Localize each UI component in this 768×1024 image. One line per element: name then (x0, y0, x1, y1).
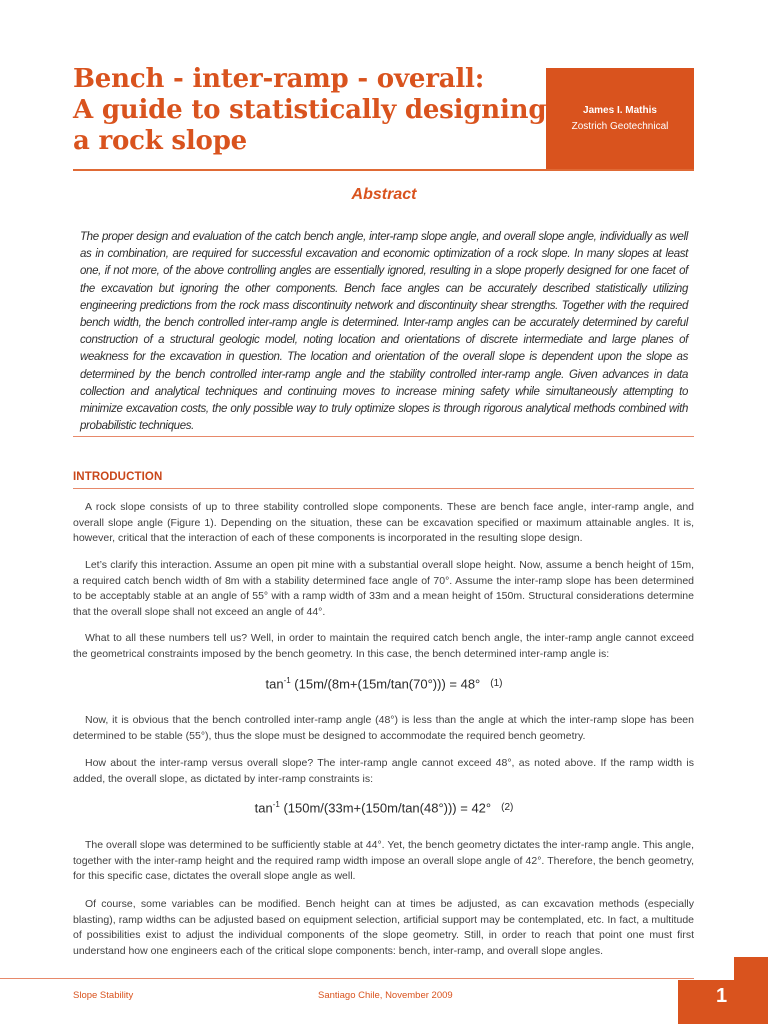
footer-location-date: Santiago Chile, November 2009 (318, 990, 453, 1001)
body-paragraph: How about the inter-ramp versus overall slope? The inter-ramp angle cannot exceed 48°, as noted above. If the ramp width is added, the overall slope, as dictated by inter-ramp constraints is: (73, 757, 694, 785)
section-divider (73, 488, 694, 489)
body-paragraph: What to all these numbers tell us? Well, in order to maintain the required catch bench angle, the inter-ramp angle cannot exceed the geometrical constraints imposed by the bench geometry. In this case, the bench determined inter-ramp angle is: (73, 632, 694, 660)
abstract-heading: Abstract (351, 186, 417, 203)
author-name: James I. Mathis (583, 105, 657, 116)
section-heading-introduction: INTRODUCTION (73, 471, 163, 483)
equation-number: (2) (501, 802, 514, 814)
equation-number: (1) (490, 678, 503, 690)
body-paragraph: A rock slope consists of up to three stability controlled slope components. These are bench face angle, inter-ramp angle, and overall slope angle (Figure 1). Depending on the situation, these can be excavation specified or maximum attainable angles. It is, however, critical that the interaction of each of these components is incorporated in the resulting slope design. (73, 501, 694, 545)
equation-exponent: -1 (283, 676, 291, 685)
title-divider (73, 169, 694, 171)
author-box (546, 68, 694, 170)
footer-journal-section: Slope Stability (73, 990, 134, 1001)
abstract-text: The proper design and evaluation of the catch bench angle, inter-ramp slope angle, and overall slope angle, individually as well as in combination, are required for successful excavation and economic optimization of a rock slope. In many slopes at least one, if not more, of the above controlling angles are essentially ignored, resulting in a slope properly designed for one facet of the excavation but ignoring the other components. Bench face angles can be accurately described statistically utilizing engineering predictions from the rock mass discontinuity network and discontinuity shear strengths. Together with the required bench width, the bench controlled inter-ramp angle is determined. Inter-ramp angles can be accurately determined by careful construction of a structural geologic model, noting location and orientations of discrete intermediate and large planes of weakness for the excavation in question. The location and orientation of the overall slope is dependent upon the slope as determined by the bench controlled inter-ramp angle and the stability controlled inter-ramp angle. Given advances in data collection and analytical techniques and continuing moves to increase mining safety while simultaneously attempting to minimize excavation costs, the only possible way to truly optimize slopes is through rigorous analytical methods combined with probabilistic techniques. (80, 231, 688, 433)
equation-exponent: -1 (272, 800, 280, 809)
equation-expression: (15m/(8m+(15m/tan(70°))) = 48° (290, 676, 481, 692)
equation-function: tan (254, 800, 273, 816)
body-paragraph: Let’s clarify this interaction. Assume an open pit mine with a substantial overall slope height. Now, assume a bench height of 15m, a required catch bench width of 8m with a stability determined face angle of 70°. Assume the inter-ramp slope has been determined to be acceptably stable at an angle of 55° with a ramp width of 33m and a mean height of 150m. Structural considerations determine that the overall slope shall not exceed an angle of 44°. (73, 559, 694, 618)
equation-expression: (150m/(33m+(150m/tan(48°))) = 42° (279, 800, 492, 816)
title-line: A guide to statistically designing (73, 95, 547, 125)
equation-1 (0, 676, 768, 691)
abstract-divider (73, 436, 694, 437)
page-number: 1 (716, 985, 728, 1007)
title-line: Bench - inter-ramp - overall: (73, 64, 485, 94)
equation-2 (0, 800, 768, 815)
footer-divider (0, 978, 694, 979)
page-number-box (678, 980, 768, 1024)
paper-title (73, 64, 547, 157)
title-line: a rock slope (73, 126, 248, 156)
equation-function: tan (265, 676, 284, 692)
body-paragraph: Of course, some variables can be modified. Bench height can at times be adjusted, as can excavation methods (especially blasting), ramp widths can be adjusted based on equipment selection, artificial support may be contemplated, etc. In fact, a multitude of possibilities exist to adjust the individual components of the slope geometry. Still, in order to reach that point one must first understand how one engineers each of the critical slope components: bench, inter-ramp, and overall slope angles. (73, 898, 694, 957)
author-affiliation: Zostrich Geotechnical (571, 121, 669, 132)
body-paragraph: The overall slope was determined to be sufficiently stable at 44°. Yet, the bench geometry dictates the inter-ramp angle. This angle, together with the inter-ramp height and the required ramp width impose an overall slope angle of 42°. Therefore, the bench geometry, for this specific case, dictates the overall slope angle as well. (73, 839, 694, 883)
body-paragraph: Now, it is obvious that the bench controlled inter-ramp angle (48°) is less than the angle at which the inter-ramp slope has been determined to be stable (55°), thus the slope must be designed to accommodate the required bench geometry. (73, 714, 694, 742)
